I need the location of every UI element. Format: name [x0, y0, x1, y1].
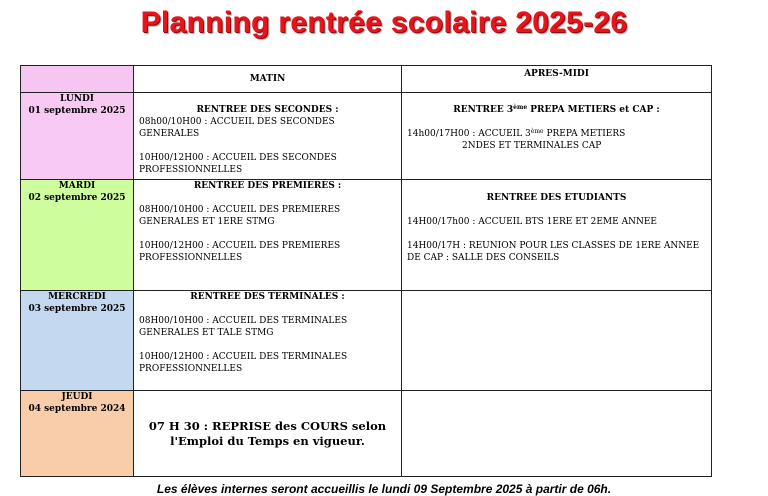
corner-cell	[21, 66, 134, 93]
day-name: JEUDI	[61, 392, 93, 402]
header-matin: MATIN	[134, 66, 402, 93]
aprem-heading: RENTREE DES ETUDIANTS	[486, 193, 627, 203]
matin-heading: RENTREE DES TERMINALES :	[190, 292, 345, 302]
day-date: 02 septembre 2025	[28, 193, 126, 203]
matin-line: 10H00/12H00 : ACCUEIL DES PREMIERES PROFESSIONNELLES	[139, 241, 341, 263]
matin-line: 08H00/10H00 : ACCUEIL DES TERMINALES GENERALES ET TALE STMG	[139, 316, 348, 338]
page-title: Planning rentrée scolaire 2025-26	[140, 6, 628, 39]
day-cell-mercredi	[21, 291, 134, 391]
day-name: LUNDI	[60, 94, 94, 104]
matin-line: 08H00/10H00 : ACCUEIL DES PREMIERES GENERALES ET 1ERE STMG	[139, 205, 341, 227]
day-date: 04 septembre 2024	[28, 404, 126, 414]
aprem-line: 2NDES ET TERMINALES CAP	[462, 141, 602, 151]
day-name: MARDI	[58, 181, 96, 191]
matin-line: 10H00/12H00 : ACCUEIL DES SECONDES PROFESSIONNELLES	[139, 153, 337, 175]
planning-table	[20, 65, 712, 477]
header-row	[21, 66, 712, 93]
matin-cell-mardi	[134, 180, 402, 291]
aprem-cell-mardi	[402, 180, 712, 291]
day-name: MERCREDI	[48, 292, 106, 302]
aprem-line: 14H00/17H : REUNION POUR LES CLASSES DE 1ERE ANNEE DE CAP : SALLE DES CONSEILS	[407, 241, 700, 263]
footer-note: Les élèves internes seront accueillis le lundi 09 Septembre 2025 à partir de 06h.	[156, 482, 612, 496]
matin-cell-jeudi	[134, 391, 402, 477]
matin-heading: RENTREE DES PREMIERES :	[193, 181, 342, 191]
aprem-line: 14h00/17H00 : ACCUEIL 3ème PREPA METIERS	[407, 128, 626, 139]
row-jeudi	[21, 391, 712, 477]
row-lundi	[21, 93, 712, 180]
matin-text: 07 H 30 : REPRISE des COURS selon l'Emploi du Temps en vigueur.	[148, 419, 387, 448]
matin-cell-lundi	[134, 93, 402, 180]
aprem-cell-lundi	[402, 93, 712, 180]
aprem-cell-mercredi	[402, 291, 712, 391]
day-date: 01 septembre 2025	[28, 106, 126, 116]
matin-heading: RENTREE DES SECONDES :	[196, 105, 339, 115]
header-apres-midi: APRES-MIDI	[402, 66, 712, 93]
matin-line: 10H00/12H00 : ACCUEIL DES TERMINALES PROFESSIONNELLES	[139, 352, 348, 374]
matin-cell-mercredi	[134, 291, 402, 391]
day-cell-lundi	[21, 93, 134, 180]
row-mardi	[21, 180, 712, 291]
row-mercredi	[21, 291, 712, 391]
day-date: 03 septembre 2025	[28, 304, 126, 314]
aprem-heading: RENTREE 3ème PREPA METIERS et CAP :	[453, 104, 660, 115]
aprem-cell-jeudi	[402, 391, 712, 477]
aprem-line: 14H00/17h00 : ACCUEIL BTS 1ERE ET 2EME ANNEE	[407, 217, 657, 227]
matin-line: 08h00/10H00 : ACCUEIL DES SECONDES GENERALES	[139, 117, 335, 139]
day-cell-jeudi	[21, 391, 134, 477]
day-cell-mardi	[21, 180, 134, 291]
